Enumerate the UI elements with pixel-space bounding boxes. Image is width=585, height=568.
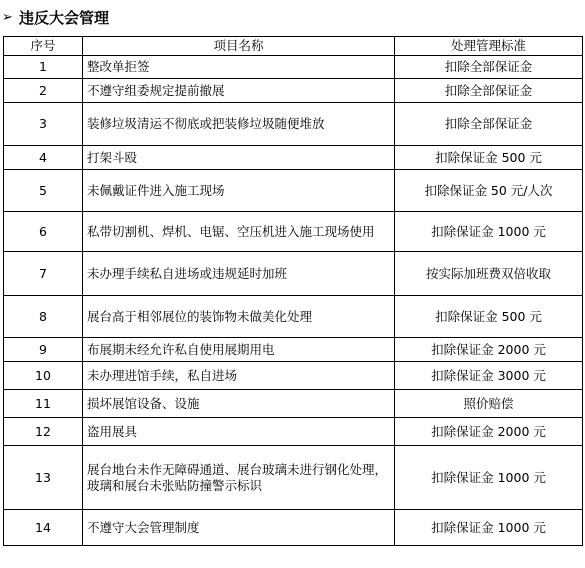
row-number: 13 (4, 446, 83, 510)
row-number: 2 (4, 79, 83, 103)
table-row (4, 103, 583, 146)
table-row (4, 170, 583, 212)
row-item: 打架斗殴 (83, 146, 395, 170)
row-standard: 扣除保证金 2000 元 (395, 338, 583, 362)
table-row (4, 338, 583, 362)
row-number: 5 (4, 170, 83, 212)
row-number: 8 (4, 296, 83, 338)
table-row (4, 146, 583, 170)
table-row (4, 79, 583, 103)
column-header-no: 序号 (4, 37, 83, 56)
row-standard: 照价赔偿 (395, 390, 583, 418)
row-item: 展台地台未作无障碍通道、展台玻璃未进行钢化处理，玻璃和展台未张贴防撞警示标识 (83, 446, 395, 510)
section-title: 违反大会管理 (19, 8, 110, 27)
row-number: 3 (4, 103, 83, 146)
row-item: 损坏展馆设备、设施 (83, 390, 395, 418)
table-header-row (4, 37, 583, 56)
table-row (4, 212, 583, 252)
row-standard: 扣除全部保证金 (395, 103, 583, 146)
row-standard: 扣除保证金 1000 元 (395, 446, 583, 510)
row-item: 不遵守大会管理制度 (83, 510, 395, 546)
section-heading (2, 5, 109, 29)
row-item: 不遵守组委规定提前撤展 (83, 79, 395, 103)
table-row (4, 510, 583, 546)
row-number: 4 (4, 146, 83, 170)
row-number: 11 (4, 390, 83, 418)
row-number: 14 (4, 510, 83, 546)
row-item: 未佩戴证件进入施工现场 (83, 170, 395, 212)
table-row (4, 390, 583, 418)
row-number: 10 (4, 362, 83, 390)
row-number: 12 (4, 418, 83, 446)
row-number: 9 (4, 338, 83, 362)
table-row (4, 446, 583, 510)
row-standard: 扣除保证金 500 元 (395, 296, 583, 338)
row-item: 整改单拒签 (83, 56, 395, 79)
row-item: 装修垃圾清运不彻底或把装修垃圾随便堆放 (83, 103, 395, 146)
table-row (4, 418, 583, 446)
row-item: 盗用展具 (83, 418, 395, 446)
table-row (4, 56, 583, 79)
row-standard: 扣除全部保证金 (395, 56, 583, 79)
table-row (4, 252, 583, 296)
table-body (4, 56, 583, 546)
row-standard: 扣除保证金 2000 元 (395, 418, 583, 446)
row-standard: 扣除全部保证金 (395, 79, 583, 103)
row-standard: 扣除保证金 1000 元 (395, 510, 583, 546)
row-item: 展台高于相邻展位的装饰物未做美化处理 (83, 296, 395, 338)
arrow-bullet-icon: ➢ (2, 9, 13, 25)
table-row (4, 296, 583, 338)
row-standard: 扣除保证金 500 元 (395, 146, 583, 170)
row-standard: 扣除保证金 3000 元 (395, 362, 583, 390)
row-number: 6 (4, 212, 83, 252)
penalty-table (3, 36, 583, 546)
row-number: 1 (4, 56, 83, 79)
row-item: 未办理进馆手续，私自进场 (83, 362, 395, 390)
row-standard: 扣除保证金 50 元/人次 (395, 170, 583, 212)
row-item: 私带切割机、焊机、电锯、空压机进入施工现场使用 (83, 212, 395, 252)
row-item: 布展期未经允许私自使用展期用电 (83, 338, 395, 362)
column-header-standard: 处理管理标准 (395, 37, 583, 56)
row-standard: 扣除保证金 1000 元 (395, 212, 583, 252)
column-header-item: 项目名称 (83, 37, 395, 56)
row-standard: 按实际加班费双倍收取 (395, 252, 583, 296)
table-row (4, 362, 583, 390)
row-item: 未办理手续私自进场或违规延时加班 (83, 252, 395, 296)
row-number: 7 (4, 252, 83, 296)
